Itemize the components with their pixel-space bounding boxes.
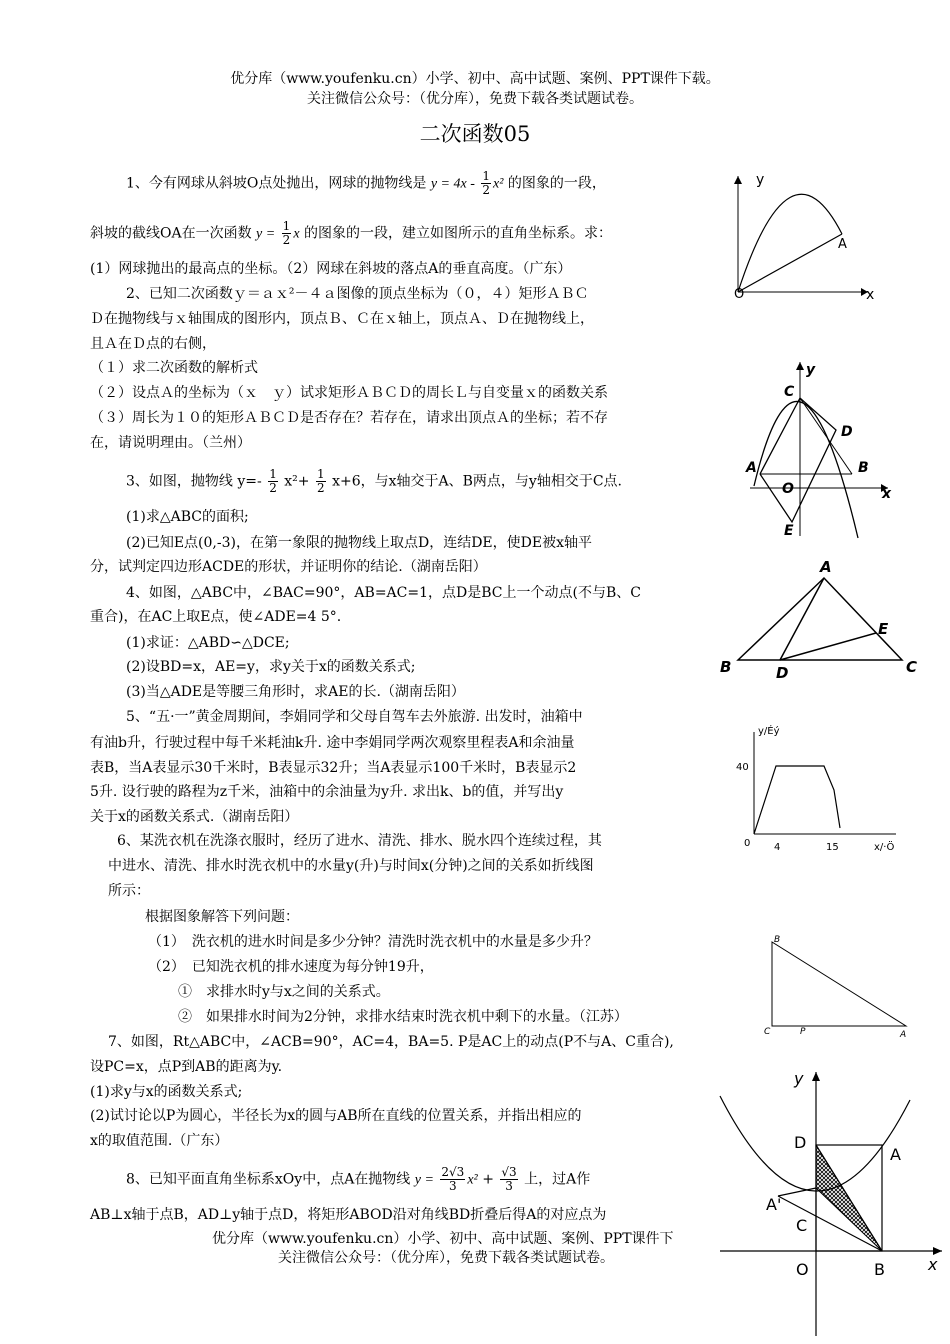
fig5-c-label: C <box>764 1027 771 1037</box>
q7-line-3: (1)求y与x的函数关系式; <box>90 1084 243 1100</box>
q2-line-5: （２）设点Ａ的坐标为（ｘ ｙ）试求矩形ＡＢＣＤ的周长Ｌ与自变量ｘ的函数关系 <box>90 385 608 401</box>
q2-line-1: 2、已知二次函数ｙ＝ａｘ²－４ａ图像的顶点坐标为（０，４）矩形ＡＢＣ <box>126 286 589 302</box>
header-line-1: 优分库（www.youfenku.cn）小学、初中、高中试题、案例、PPT课件下载。 <box>230 71 720 87</box>
q6-line-1: 6、某洗衣机在洗涤衣服时，经历了进水、清洗、排水、脱水四个连续过程，其 <box>117 833 602 849</box>
fig2-x-label: x <box>882 486 892 502</box>
fig3-b-label: B <box>720 658 732 676</box>
fig5-a-label: A <box>900 1030 907 1040</box>
q5-line-4: 5升. 设行驶的路程为z千米，油箱中的余油量为y升. 求出k、b的值，并写出y <box>90 784 564 800</box>
figure-5-right-triangle <box>760 930 920 1042</box>
fig2-y-label: y <box>806 362 816 378</box>
q5-line-2: 有油b升，行驶过程中每千米耗油k升. 途中李娟同学两次观察里程表A和余油量 <box>90 735 575 751</box>
footer-line-1: 优分库（www.youfenku.cn）小学、初中、高中试题、案例、PPT课件下 <box>212 1231 674 1247</box>
fig2-c-label: C <box>784 384 795 400</box>
q4-line-5: (3)当△ADE是等腰三角形时，求AE的长.（湖南岳阳） <box>126 684 465 700</box>
q6-line-5: （1） 洗衣机的进水时间是多少分钟？清洗时洗衣机中的水量是多少升？ <box>148 934 598 950</box>
q1-line-3: (1）网球抛出的最高点的坐标。（2）网球在斜坡的落点A的垂直高度。（广东） <box>90 261 572 277</box>
figure-3-triangle <box>716 558 926 683</box>
fig5-b-label: B <box>774 935 781 945</box>
fig6-o-label: O <box>796 1260 809 1279</box>
q1-line-2: 斜坡的截线OA在一次函数 y = $\frac{1}{2}$ x 的图象的一段，建立如图所示的直角坐标系。求： <box>90 219 612 247</box>
fig4-x-tick-15: 15 <box>826 842 839 853</box>
q4-line-3: (1)求证：△ABD∽△DCE; <box>126 635 290 651</box>
fig6-d-label: D <box>794 1133 807 1152</box>
fig2-d-label: D <box>841 424 853 440</box>
footer-line-2: 关注微信公众号：（优分库），免费下载各类试题试卷。 <box>278 1250 614 1266</box>
q4-line-4: (2)设BD=x，AE=y，求y关于x的函数关系式; <box>126 659 416 675</box>
q6-line-8: ② 如果排水时间为2分钟，求排水结束时洗衣机中剩下的水量。（江苏） <box>178 1009 628 1025</box>
q5-line-1: 5、“五·一”黄金周期间，李娟同学和父母自驾车去外旅游. 出发时，油箱中 <box>126 709 583 725</box>
q8-line-1: 8、已知平面直角坐标系xOy中，点A在抛物线 y = $\frac{2√3}{3}$ x² + $\frac{√3}{3}$ 上，过A作 <box>126 1165 591 1193</box>
fig6-b-label: B <box>874 1260 885 1279</box>
q6-line-3: 所示： <box>108 883 150 899</box>
figure-2-quadrilateral <box>740 358 900 543</box>
fig3-c-label: C <box>906 658 918 676</box>
figure-6-folded-rectangle <box>716 1066 946 1344</box>
fig2-e-label: E <box>784 523 794 539</box>
fig1-x-label: x <box>866 287 875 303</box>
fig4-y-axis-label: y/Éý <box>758 726 780 737</box>
fig3-e-label: E <box>878 620 889 638</box>
page-title: 二次函数05 <box>419 122 531 146</box>
fig1-y-label: y <box>756 172 765 188</box>
fig2-o-label: O <box>782 481 794 497</box>
q7-line-1: 7、如图，Rt△ABC中，∠ACB=90°，AC=4，BA=5. P是AC上的动点(P不与A、C重合), <box>108 1034 674 1050</box>
q1-line-1: 1、今有网球从斜坡O点处抛出，网球的抛物线是 y = 4x - $\frac{1}{2}$ x² 的图象的一段， <box>126 169 606 197</box>
fig4-x-tick-4: 4 <box>774 842 781 853</box>
q6-line-6: （2） 已知洗衣机的排水速度为每分钟19升， <box>148 959 434 975</box>
q5-line-5: 关于x的函数关系式.（湖南岳阳） <box>90 809 299 825</box>
q3-line-4: 分，试判定四边形ACDE的形状，并证明你的结论.（湖南岳阳） <box>90 559 487 575</box>
header-line-2: 关注微信公众号：（优分库），免费下载各类试题试卷。 <box>307 91 643 107</box>
q7-line-4: (2)试讨论以P为圆心，半径长为x的圆与AB所在直线的位置关系，并指出相应的 <box>90 1108 582 1124</box>
q3-line-2: (1)求△ABC的面积; <box>126 509 249 525</box>
q2-line-4: （１）求二次函数的解析式 <box>90 360 258 376</box>
fig4-x-axis-label: x/·Ö <box>874 842 895 853</box>
fig2-b-label: B <box>858 460 869 476</box>
fig1-origin-label: O <box>734 287 745 302</box>
q2-line-6: （３）周长为１０的矩形ＡＢＣＤ是否存在？若存在，请求出顶点Ａ的坐标；若不存 <box>90 410 608 426</box>
figure-1-parabola-slope <box>728 168 888 308</box>
fig6-c-label: C <box>796 1216 808 1235</box>
fig3-a-label: A <box>820 558 832 576</box>
fig4-origin-label: 0 <box>744 838 751 849</box>
fig1-a-label: A <box>838 237 847 252</box>
q2-line-7: 在，请说明理由。（兰州） <box>90 435 251 451</box>
q6-line-4: 根据图象解答下列问题： <box>145 909 299 925</box>
q6-line-2: 中进水、清洗、排水时洗衣机中的水量y(升)与时间x(分钟)之间的关系如折线图 <box>108 858 594 874</box>
fig6-y-label: y <box>794 1069 804 1088</box>
q2-line-3: 且Ａ在Ｄ点的右侧， <box>90 336 216 352</box>
q8-line-2: AB⊥x轴于点B，AD⊥y轴于点D，将矩形ABOD沿对角线BD折叠后得A的对应点为 <box>90 1207 607 1223</box>
q6-line-7: ① 求排水时y与x之间的关系式。 <box>178 984 390 1000</box>
q7-line-5: x的取值范围.（广东） <box>90 1133 229 1149</box>
q4-line-2: 重合)，在AC上取E点，使∠ADE=4 5°. <box>90 609 342 625</box>
fig5-p-label: P <box>800 1027 806 1037</box>
q7-line-2: 设PC=x，点P到AB的距离为y. <box>90 1059 283 1075</box>
q5-line-3: 表B，当A表显示30千米时，B表显示32升；当A表显示100千米时，B表显示2 <box>90 760 577 776</box>
q2-line-2: Ｄ在抛物线与ｘ轴围成的图形内，顶点Ｂ、Ｃ在ｘ轴上，顶点Ａ、Ｄ在抛物线上， <box>90 311 594 327</box>
fig3-d-label: D <box>776 664 789 682</box>
fig6-a-label: A <box>890 1145 901 1164</box>
q3-line-3: (2)已知E点(0,-3)，在第一象限的抛物线上取点D，连结DE，使DE被x轴平 <box>126 535 592 551</box>
fig6-a1-label: A' <box>766 1195 782 1214</box>
q4-line-1: 4、如图，△ABC中，∠BAC=90°，AB=AC=1，点D是BC上一个动点(不与B、C <box>126 585 641 601</box>
q3-line-1: 3、如图，抛物线 y=- $\frac{1}{2}$ x²+ $\frac{1}{2}$ x+6，与x轴交于A、B两点，与y轴相交于C点. <box>126 467 622 495</box>
figure-4-water-graph <box>736 718 906 858</box>
fig4-y-tick-40: 40 <box>736 762 749 773</box>
fig6-x-label: x <box>928 1255 938 1274</box>
fig2-a-label: A <box>746 460 757 476</box>
